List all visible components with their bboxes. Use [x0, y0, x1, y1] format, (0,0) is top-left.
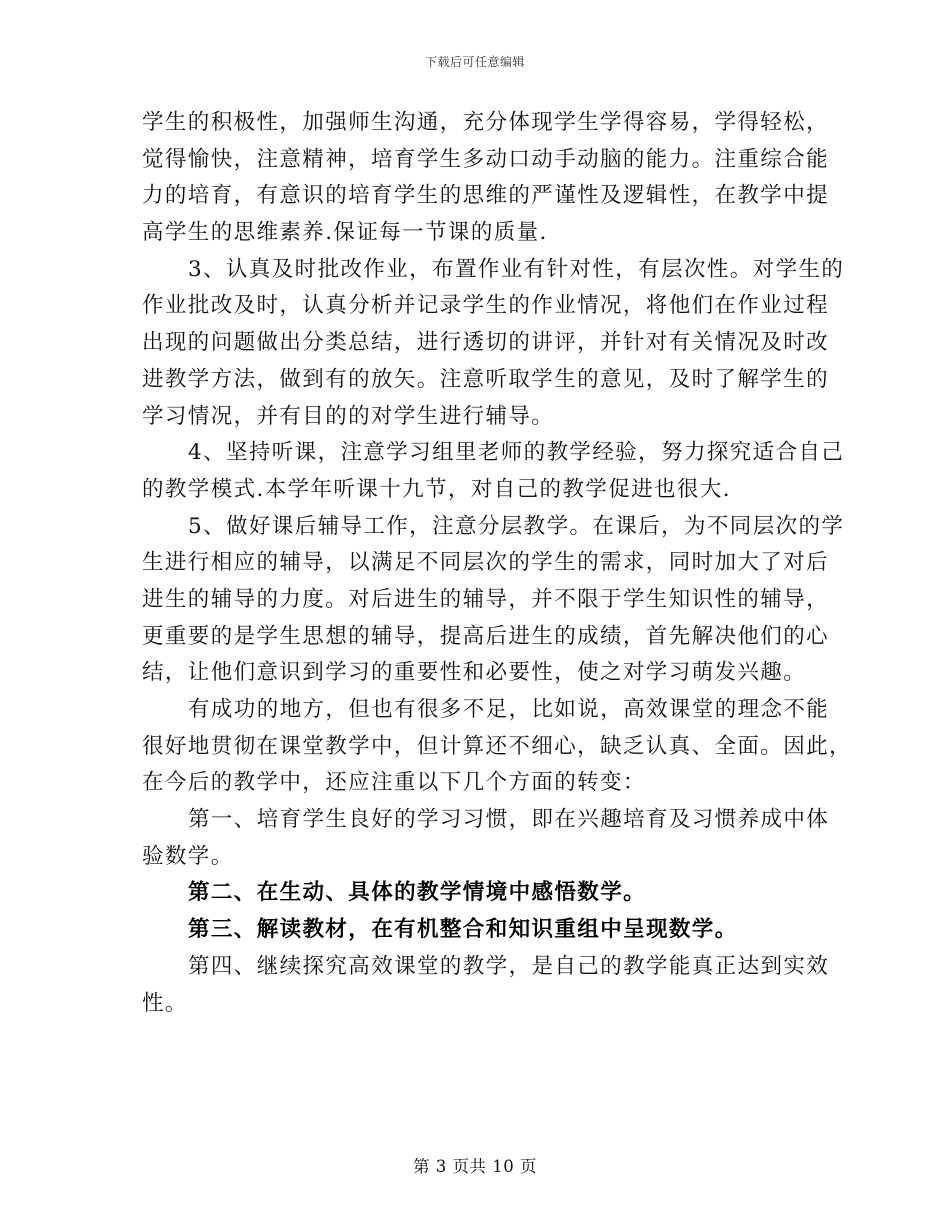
text-line: 觉得愉快，注意精神，培育学生多动口动手动脑的能力。注重综合能: [142, 146, 830, 172]
text-line: 有成功的地方，但也有很多不足，比如说，高效课堂的理念不能: [188, 697, 830, 722]
page-header: 下载后可任意编辑: [424, 55, 525, 69]
text-line: 4、坚持听课，注意学习组里老师的教学经验，努力探究适合自己: [188, 440, 845, 466]
text-line: 力的培育，有意识的培育学生的思维的严谨性及逻辑性，在教学中提: [142, 183, 830, 209]
text-line: 第四、继续探究高效课堂的教学，是自己的教学能真正达到实效: [188, 953, 830, 979]
text-line: 性。: [142, 990, 188, 1016]
text-line: 学生的积极性，加强师生沟通，充分体现学生学得容易，学得轻松，: [142, 110, 830, 135]
text-line: 5、做好课后辅导工作，注意分层教学。在课后，为不同层次的学: [188, 513, 845, 539]
text-line: 很好地贯彻在课堂教学中，但计算还不细心，缺乏认真、全面。因此，: [142, 733, 852, 759]
text-line: 生进行相应的辅导，以满足不同层次的学生的需求，同时加大了对后: [142, 550, 830, 576]
text-line: 的教学模式.本学年听课十九节，对自己的教学促进也很大.: [142, 476, 731, 502]
text-line: 验数学。: [142, 843, 234, 869]
bold-heading-line: 第二、在生动、具体的教学情境中感悟数学。: [188, 880, 647, 906]
text-line: 学习情况，并有目的的对学生进行辅导。: [142, 403, 555, 429]
text-line: 进生的辅导的力度。对后进生的辅导，并不限于学生知识性的辅导，: [142, 586, 830, 612]
text-line: 进教学方法，做到有的放矢。注意听取学生的意见，及时了解学生的: [142, 366, 830, 392]
text-line: 结，让他们意识到学习的重要性和必要性，使之对学习萌发兴趣。: [142, 660, 807, 686]
text-line: 出现的问题做出分类总结，进行透切的讲评，并针对有关情况及时改: [142, 330, 830, 356]
text-line: 作业批改及时，认真分析并记录学生的作业情况，将他们在作业过程: [142, 293, 830, 319]
text-line: 3、认真及时批改作业，布置作业有针对性，有层次性。对学生的: [188, 256, 845, 282]
page-number-footer: 第 3 页共 10 页: [413, 1157, 537, 1176]
text-line: 高学生的思维素养.保证每一节课的质量.: [142, 220, 548, 246]
document-body: [142, 105, 852, 1022]
text-line: 在今后的教学中，还应注重以下几个方面的转变：: [142, 770, 646, 796]
text-line: 更重要的是学生思想的辅导，提高后进生的成绩，首先解决他们的心: [142, 623, 830, 649]
text-line: 第一、培育学生良好的学习习惯，即在兴趣培育及习惯养成中体: [188, 807, 830, 833]
bold-heading-line: 第三、解读教材，在有机整合和知识重组中呈现数学。: [188, 917, 738, 943]
